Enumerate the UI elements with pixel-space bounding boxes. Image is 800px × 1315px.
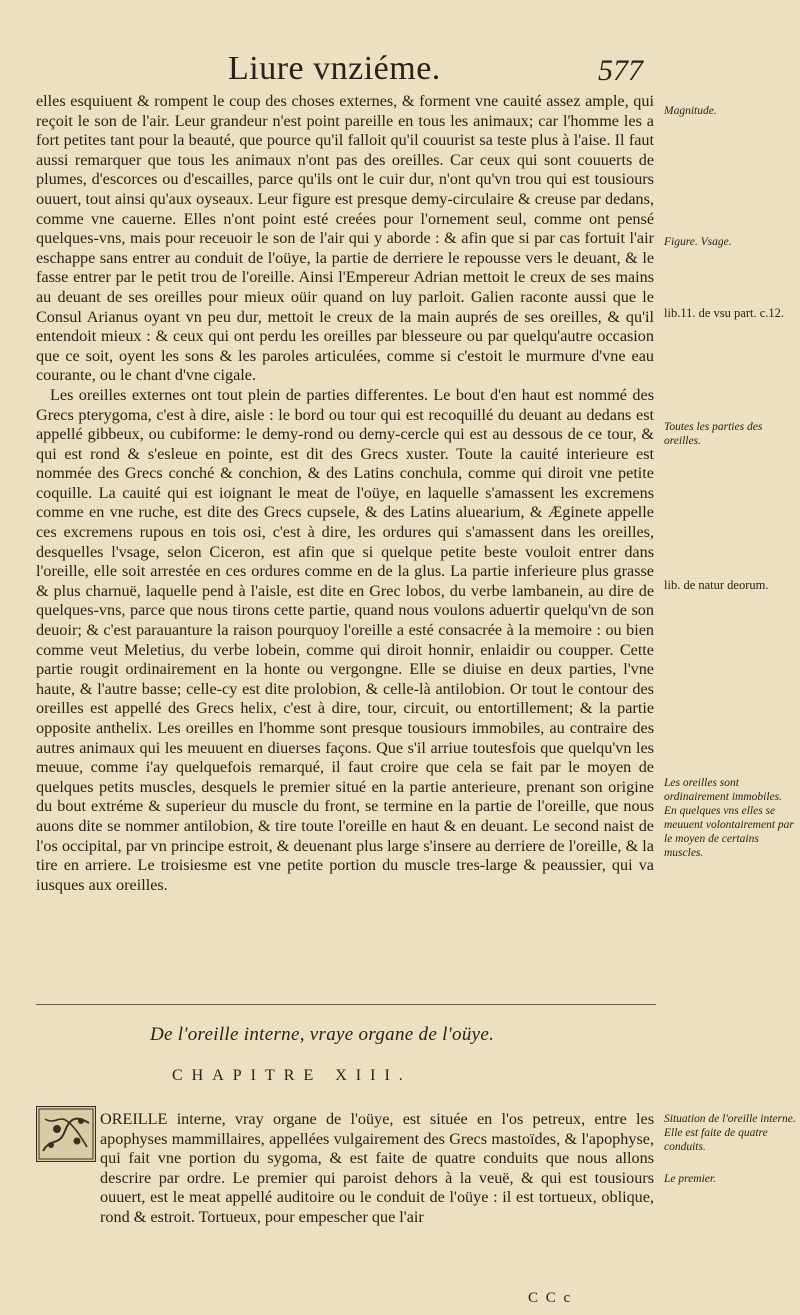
ornament-vine-icon <box>37 1107 95 1161</box>
signature-mark: C C c <box>528 1290 573 1306</box>
ornamental-initial-icon <box>36 1106 96 1162</box>
section-heading: De l'oreille interne, vraye organe de l'oüye. <box>150 1024 495 1045</box>
margin-note-immobile: Les oreilles sont ordinairement immobiles. En quelques vns elles se meuuent volontairement par le moyen de certains muscles. <box>664 777 794 859</box>
margin-note-reference: lib.11. de vsu part. c.12. <box>664 306 785 320</box>
chapter-heading: CHAPITRE XIII. <box>172 1067 412 1084</box>
margin-note-situation: Situation de l'oreille interne. Elle est faite de quatre conduits. <box>664 1113 796 1153</box>
margin-note-first: Le premier. <box>664 1173 716 1185</box>
chapter-text <box>100 1110 654 1228</box>
paragraph: elles esquiuent & rompent le coup des choses externes, & forment vne cauité assez ample, qui reçoit le son de l'air. Leur grandeur n'est point pareille en tous les animaux; car l'homme les a fort petites tant pour la beauté, que pource qu'il falloit qu'il couurist sa teste plus à l'aise. Il faut aussi remarquer que tous les animaux n'ont pas des oreilles. Car ceux qui sont couuerts de plumes, d'escorces ou d'escailles, parce qu'ils ont le cuir dur, n'ont qu'vn trou qui est tousiours ouuert, tout ainsi qu'aux oyseaux. Leur figure est presque demy-circulaire & creuse par dedans, comme vne cauerne. Elles n'ont point esté creées pour l'ornement seul, comme ont pensé quelques-vns, mais pour receuoir le son de l'air qui y aborde : & afin que si par cas fortuit l'air eschappe sans entrer au conduit de l'oüye, la partie de derriere le repousse vers le deuant, & le fasse entrer par le petit trou de l'oreille. Ainsi l'Empereur Adrian mettoit le creux de ses mains au deuant de ses oreilles pour mieux oüir quand on luy parloit. Galien raconte aussi que le Consul Arianus oyant vn peu dur, mettoit le creux de la main auprés de ses oreilles, & qu'il entendoit mieux : & ceux qui ont perdu les oreilles par blesseure ou par quelqu'autre occasion que ce soit, oyent les sons & les paroles articulées, comme si c'estoit le murmure d'vne eau courante, ou le chant d'vne cigale. <box>36 92 654 385</box>
margin-note-magnitude: Magnitude. <box>664 105 717 117</box>
section-divider <box>36 1004 656 1005</box>
margin-note-figure-usage: Figure. Vsage. <box>664 236 732 248</box>
margin-note-all-parts: Toutes les parties des oreilles. <box>664 421 763 447</box>
running-title: Liure vnziéme. <box>228 50 441 87</box>
margin-note-reference: lib. de natur deorum. <box>664 578 769 592</box>
page-number: 577 <box>598 54 643 87</box>
page-header <box>0 44 800 94</box>
paragraph: OREILLE interne, vray organe de l'oüye, est située en l'os petreux, entre les apophyses mammillaires, appellées vulgairement des Grecs mastoïdes, & l'apophyse, qui fait vne portion du sygoma, & est faite de quatre conduits que nous allons descrire par ordre. Le premier qui paroist dehors à la veuë, & qui est tousiours ouuert, est le meat appellé auditoire ou le conduit de l'oüye : il est tortueux, oblique, rond & estroit. Tortueux, pour empescher que l'air <box>100 1110 654 1226</box>
paragraph: Les oreilles externes ont tout plein de parties differentes. Le bout d'en haut est nommé des Grecs pterygoma, c'est à dire, aisle : le bord ou tour qui est recoquillé du deuant au dedans est appellé gibbeux, ou cubiforme: le demy-rond ou demy-cercle qui est au dessous de ce tour, & qui est rond & s'esleue en pointe, est dit des Grecs xuster. Toute la cauité interieure est nommée des Grecs conché & conchion, & des Latins conchula, comme qui diroit vne petite coquille. La cauité qui est ioignant le meat de l'oüye, en laquelle s'amassent les excremens comme en vne ruche, est dite des Grecs cupsele, & des Latins aluearium, & Æginete appelle ces excremens rupous en tois osi, c'est à dire, les ordures qui s'amassent dans les oreilles, desquelles l'vsage, selon Ciceron, est afin que si quelque petite beste vouloit entrer dans l'oreille, elle soit arrestée en ces ordures comme en de la glus. La partie inferieure plus grasse & plus charnuë, laquelle pend à l'aisle, est dite en Grec lobos, du verbe lambanein, au dire de quelques-vns, parce que nous tirons cette partie, quand nous voulons aduertir quelqu'vn de son deuoir; & c'est parauanture la raison pourquoy l'oreille a esté consacrée à la memoire : ou bien comme veut Meletius, du verbe lobein, comme qui diroit honnir, enlaidir ou coupper. Cette partie rougit ordinairement en la honte ou vergongne. Elle se diuise en deux parties, l'vne haute, & l'autre basse; celle-cy est dite prolobion, & celle-là antilobion. Or tout le contour des oreilles est appellé des Grecs helix, c'est à dire, tour, circuit, ou entortillement; & la partie opposite anthelix. Les oreilles en l'homme sont presque tousiours immobiles, au contraire des autres animaux qui les meuuent en diuerses façons. Que s'il arriue toutesfois que quelqu'vn les meuue, comme i'ay quelquefois remarqué, il faut croire que cela se fait par le moyen de quelques petits muscles, desquels le premier situé en la partie anterieure, prenant son origine du bout extréme & superieur du muscle du front, se termine en la partie de l'oreille, que nous auons dite se nommer antilobion, & tire toute l'oreille en haut & en deuant. Le second naist de l'os occipital, par vn principe estroit, & deuenant plus large s'insere au derriere de l'oreille, & la tire en arriere. Le troisiesme est vne petite portion du muscle tres-large & peaussier, qui va iusques aux oreilles. <box>36 385 654 894</box>
main-text-column <box>36 92 654 895</box>
